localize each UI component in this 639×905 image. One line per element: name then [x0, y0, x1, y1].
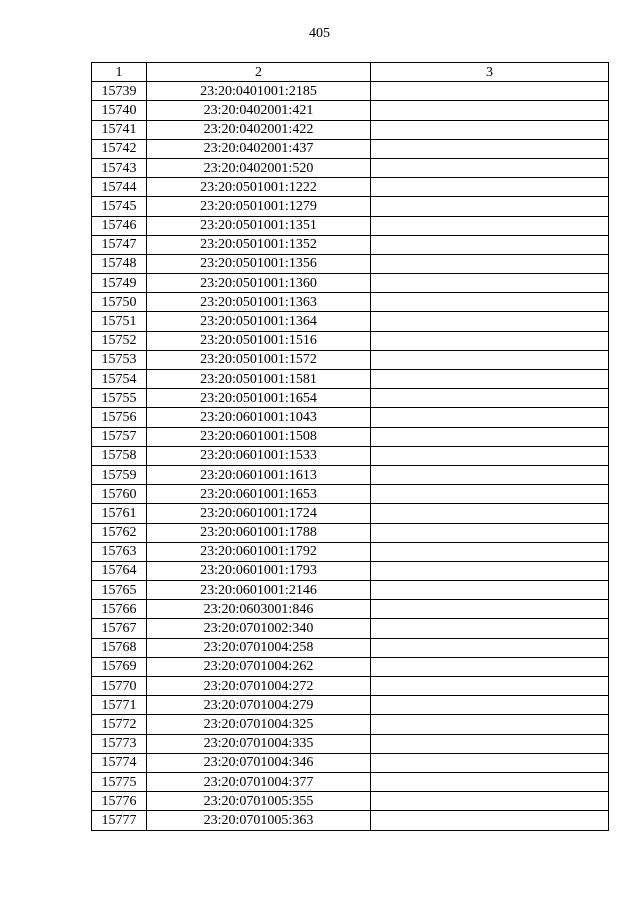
table-row [92, 158, 609, 177]
table-row [92, 696, 609, 715]
note-cell [371, 465, 609, 484]
table-row [92, 312, 609, 331]
row-number-cell: 15757 [92, 427, 147, 446]
note-cell [371, 331, 609, 350]
cadastral-number-cell: 23:20:0601001:1788 [147, 523, 371, 542]
row-number-cell: 15773 [92, 734, 147, 753]
row-number-cell: 15741 [92, 120, 147, 139]
row-number-cell: 15760 [92, 485, 147, 504]
cadastral-number-cell: 23:20:0402001:437 [147, 139, 371, 158]
row-number-cell: 15739 [92, 82, 147, 101]
row-number-cell: 15749 [92, 274, 147, 293]
note-cell [371, 657, 609, 676]
row-number-cell: 15769 [92, 657, 147, 676]
table-row [92, 178, 609, 197]
table-row [92, 542, 609, 561]
note-cell [371, 792, 609, 811]
row-number-cell: 15742 [92, 139, 147, 158]
cadastral-number-cell: 23:20:0601001:1508 [147, 427, 371, 446]
note-cell [371, 600, 609, 619]
row-number-cell: 15762 [92, 523, 147, 542]
row-number-cell: 15776 [92, 792, 147, 811]
cadastral-number-cell: 23:20:0701005:363 [147, 811, 371, 830]
cadastral-number-cell: 23:20:0501001:1352 [147, 235, 371, 254]
row-number-cell: 15771 [92, 696, 147, 715]
note-cell [371, 216, 609, 235]
note-cell [371, 542, 609, 561]
note-cell [371, 101, 609, 120]
row-number-cell: 15770 [92, 677, 147, 696]
cadastral-number-cell: 23:20:0701005:355 [147, 792, 371, 811]
cadastral-number-cell: 23:20:0701004:335 [147, 734, 371, 753]
cadastral-number-cell: 23:20:0701004:262 [147, 657, 371, 676]
table-row [92, 465, 609, 484]
table-row [92, 561, 609, 580]
table-row [92, 715, 609, 734]
note-cell [371, 581, 609, 600]
table-row [92, 811, 609, 830]
table-row [92, 792, 609, 811]
cadastral-number-cell: 23:20:0501001:1351 [147, 216, 371, 235]
cadastral-number-cell: 23:20:0501001:1572 [147, 350, 371, 369]
header-row [92, 63, 609, 82]
row-number-cell: 15751 [92, 312, 147, 331]
row-number-cell: 15750 [92, 293, 147, 312]
note-cell [371, 485, 609, 504]
cadastral-number-cell: 23:20:0701004:325 [147, 715, 371, 734]
note-cell [371, 312, 609, 331]
cadastral-number-cell: 23:20:0501001:1364 [147, 312, 371, 331]
table-row [92, 772, 609, 791]
page-number: 405 [309, 26, 330, 41]
note-cell [371, 293, 609, 312]
cadastral-number-cell: 23:20:0701004:279 [147, 696, 371, 715]
note-cell [371, 427, 609, 446]
row-number-cell: 15740 [92, 101, 147, 120]
note-cell [371, 274, 609, 293]
note-cell [371, 178, 609, 197]
cadastral-number-cell: 23:20:0501001:1356 [147, 254, 371, 273]
cadastral-number-cell: 23:20:0501001:1360 [147, 274, 371, 293]
row-number-cell: 15767 [92, 619, 147, 638]
column-header-1: 1 [92, 63, 147, 82]
cadastral-number-cell: 23:20:0601001:1653 [147, 485, 371, 504]
cadastral-number-cell: 23:20:0701004:272 [147, 677, 371, 696]
table-row [92, 82, 609, 101]
table-row [92, 619, 609, 638]
note-cell [371, 734, 609, 753]
row-number-cell: 15754 [92, 370, 147, 389]
note-cell [371, 638, 609, 657]
table-row [92, 734, 609, 753]
table-row [92, 293, 609, 312]
table-body [92, 82, 609, 830]
row-number-cell: 15745 [92, 197, 147, 216]
cadastral-number-cell: 23:20:0701004:258 [147, 638, 371, 657]
table-row [92, 101, 609, 120]
note-cell [371, 446, 609, 465]
cadastral-number-cell: 23:20:0401001:2185 [147, 82, 371, 101]
cadastral-number-cell: 23:20:0402001:422 [147, 120, 371, 139]
table-row [92, 331, 609, 350]
table-row [92, 254, 609, 273]
column-header-2: 2 [147, 63, 371, 82]
note-cell [371, 753, 609, 772]
table-row [92, 350, 609, 369]
note-cell [371, 370, 609, 389]
table-row [92, 197, 609, 216]
table-row [92, 408, 609, 427]
row-number-cell: 15746 [92, 216, 147, 235]
cadastral-number-cell: 23:20:0601001:1793 [147, 561, 371, 580]
table-row [92, 139, 609, 158]
table-row [92, 446, 609, 465]
cadastral-number-cell: 23:20:0501001:1581 [147, 370, 371, 389]
table-row [92, 638, 609, 657]
row-number-cell: 15755 [92, 389, 147, 408]
row-number-cell: 15761 [92, 504, 147, 523]
note-cell [371, 696, 609, 715]
row-number-cell: 15748 [92, 254, 147, 273]
row-number-cell: 15752 [92, 331, 147, 350]
table-row [92, 753, 609, 772]
table-row [92, 657, 609, 676]
note-cell [371, 350, 609, 369]
registry-table [91, 62, 609, 831]
row-number-cell: 15744 [92, 178, 147, 197]
cadastral-number-cell: 23:20:0501001:1654 [147, 389, 371, 408]
note-cell [371, 389, 609, 408]
note-cell [371, 120, 609, 139]
row-number-cell: 15764 [92, 561, 147, 580]
table-row [92, 389, 609, 408]
cadastral-number-cell: 23:20:0501001:1222 [147, 178, 371, 197]
row-number-cell: 15747 [92, 235, 147, 254]
row-number-cell: 15759 [92, 465, 147, 484]
column-header-3: 3 [371, 63, 609, 82]
table-row [92, 523, 609, 542]
row-number-cell: 15775 [92, 772, 147, 791]
table-header [92, 63, 609, 82]
cadastral-number-cell: 23:20:0601001:1724 [147, 504, 371, 523]
row-number-cell: 15753 [92, 350, 147, 369]
note-cell [371, 139, 609, 158]
table-row [92, 677, 609, 696]
row-number-cell: 15743 [92, 158, 147, 177]
note-cell [371, 677, 609, 696]
note-cell [371, 523, 609, 542]
cadastral-number-cell: 23:20:0601001:1613 [147, 465, 371, 484]
row-number-cell: 15766 [92, 600, 147, 619]
cadastral-number-cell: 23:20:0402001:520 [147, 158, 371, 177]
row-number-cell: 15777 [92, 811, 147, 830]
row-number-cell: 15756 [92, 408, 147, 427]
cadastral-number-cell: 23:20:0501001:1363 [147, 293, 371, 312]
cadastral-number-cell: 23:20:0601001:1792 [147, 542, 371, 561]
note-cell [371, 408, 609, 427]
note-cell [371, 811, 609, 830]
cadastral-number-cell: 23:20:0701004:377 [147, 772, 371, 791]
note-cell [371, 158, 609, 177]
table-row [92, 427, 609, 446]
table-row [92, 485, 609, 504]
note-cell [371, 235, 609, 254]
note-cell [371, 197, 609, 216]
table-row [92, 600, 609, 619]
note-cell [371, 715, 609, 734]
cadastral-number-cell: 23:20:0601001:1043 [147, 408, 371, 427]
row-number-cell: 15768 [92, 638, 147, 657]
table-row [92, 235, 609, 254]
note-cell [371, 254, 609, 273]
table-row [92, 216, 609, 235]
cadastral-number-cell: 23:20:0601001:2146 [147, 581, 371, 600]
table-row [92, 581, 609, 600]
cadastral-number-cell: 23:20:0601001:1533 [147, 446, 371, 465]
row-number-cell: 15765 [92, 581, 147, 600]
table-row [92, 370, 609, 389]
cadastral-number-cell: 23:20:0402001:421 [147, 101, 371, 120]
note-cell [371, 82, 609, 101]
row-number-cell: 15772 [92, 715, 147, 734]
note-cell [371, 619, 609, 638]
row-number-cell: 15758 [92, 446, 147, 465]
table-row [92, 120, 609, 139]
note-cell [371, 561, 609, 580]
note-cell [371, 504, 609, 523]
table-row [92, 504, 609, 523]
cadastral-number-cell: 23:20:0501001:1516 [147, 331, 371, 350]
cadastral-number-cell: 23:20:0603001:846 [147, 600, 371, 619]
row-number-cell: 15763 [92, 542, 147, 561]
table-row [92, 274, 609, 293]
note-cell [371, 772, 609, 791]
cadastral-number-cell: 23:20:0501001:1279 [147, 197, 371, 216]
row-number-cell: 15774 [92, 753, 147, 772]
cadastral-number-cell: 23:20:0701004:346 [147, 753, 371, 772]
cadastral-number-cell: 23:20:0701002:340 [147, 619, 371, 638]
